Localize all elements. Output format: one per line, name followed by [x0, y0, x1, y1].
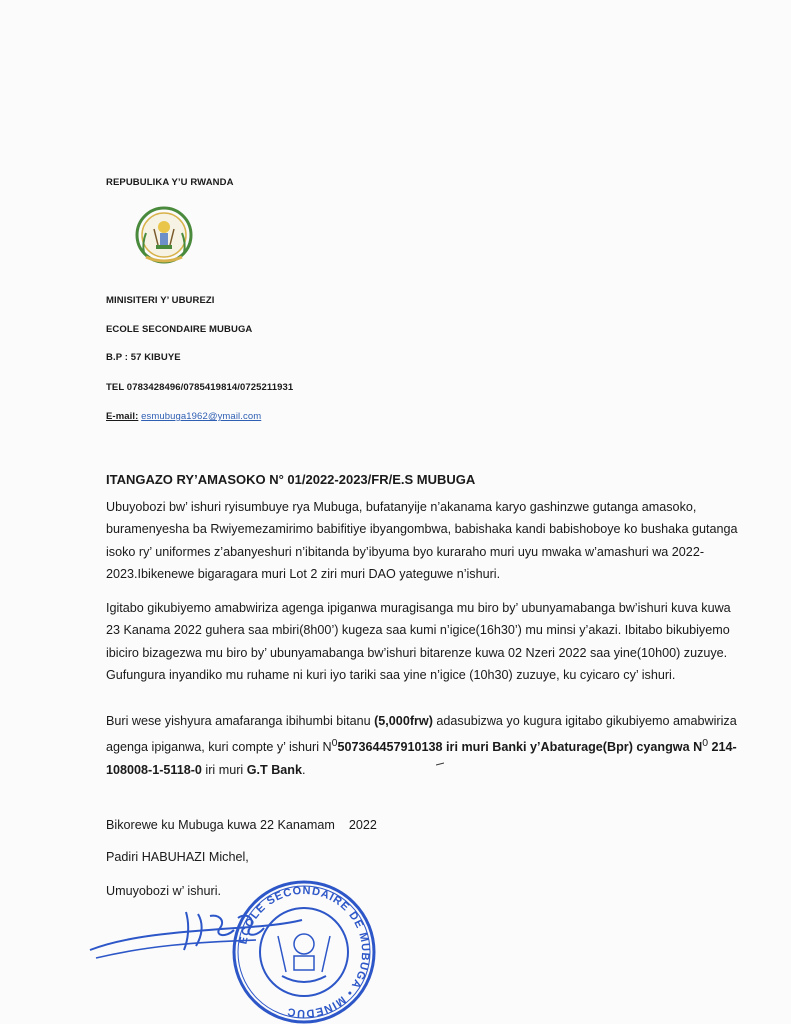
svg-text:ECOLE SECONDAIRE DE MUBUGA • M: ECOLE SECONDAIRE DE MUBUGA • MINEDUC [237, 884, 372, 1020]
email-link[interactable]: esmubuga1962@ymail.com [141, 411, 262, 422]
country-heading: REPUBULIKA Y’U RWANDA [106, 177, 234, 188]
rwanda-coat-of-arms-emblem [134, 205, 194, 267]
signatory-name: Padiri HABUHAZI Michel, [106, 850, 249, 864]
fee-amount: (5,000frw) [374, 714, 433, 728]
handwritten-signature [86, 906, 306, 966]
bpr-account: 507364457910138 iri muri Banki y’Abaturage(Bpr) cyangwa N [337, 740, 703, 755]
po-box-heading: B.P : 57 KIBUYE [106, 352, 181, 363]
school-heading: ECOLE SECONDAIRE MUBUGA [106, 324, 253, 335]
notice-title: ITANGAZO RY’AMASOKO N° 01/2022-2023/FR/E.S MUBUGA [106, 472, 476, 487]
notice-paragraph-1: Ubuyobozi bw’ ishuri ryisumbuye rya Mubuga, bufatanyije n’akanama karyo gashinzwe gutanga amasoko, buramenyesha ba Rwiyemezamirimo babifitiye ibyangombwa, babishaka kandi babishoboye ko bushaka gutanga isoko ry’ uniformes z’abanyeshuri n’ibitanda by’ibyuma byo kuraraho muri uyu mwaka w’amashuri wa 2022-2023.Ibikenewe bigaragara muri Lot 2 ziri muri DAO yateguwe n’ishuri. [106, 500, 738, 582]
notice-paragraph-3: Buri wese yishyura amafaranga ibihumbi bitanu (5,000frw) adasubizwa yo kugura igitabo gikubiyemo amabwiriza agenga ipiganwa, kuri compte y’ ishuri $N^0507364457910138$ iri muri Banki y’Abaturage(Bpr) cyangwa $N^0$ 214-108008-1-5118-0 iri muri G.T Bank. [106, 714, 737, 777]
bank-name: G.T Bank [246, 763, 303, 777]
email-label: E-mail: [106, 411, 139, 422]
signatory-role: Umuyobozi w’ ishuri. [106, 884, 222, 898]
notice-paragraph-2: Igitabo gikubiyemo amabwiriza agenga ipiganwa muragisanga mu biro by’ ubunyamabanga bw’ishuri kuva kuwa 23 Kanama 2022 guhera saa mbiri(8h00’) kugeza saa kumi n’igice(16h30’) mu minsi y’akazi. Ibitabo bikubiyemo ibiciro bizagezwa mu biro by’ ubunyamabanga bw’ishuri bitarenze kuwa 02 Nzeri 2022 saa yine(10h00) zuzuye. Gufungura inyandiko mu ruhame ni kuri iyo tariki saa yine n’igice (10h30) zuzuye, ku cyicaro cy’ ishuri. [106, 601, 731, 683]
place-date-line: Bikorewe ku Mubuga kuwa 22 Kanamam 2022 [106, 818, 377, 832]
ministry-heading: MINISITERI Y’ UBUREZI [106, 295, 215, 306]
gt-bank-account: 214-108008-1-5118-0 [106, 740, 737, 777]
pen-mark [436, 762, 444, 766]
telephone-heading: TEL 0783428496/0785419814/0725211931 [106, 382, 294, 393]
email-heading [106, 411, 261, 422]
